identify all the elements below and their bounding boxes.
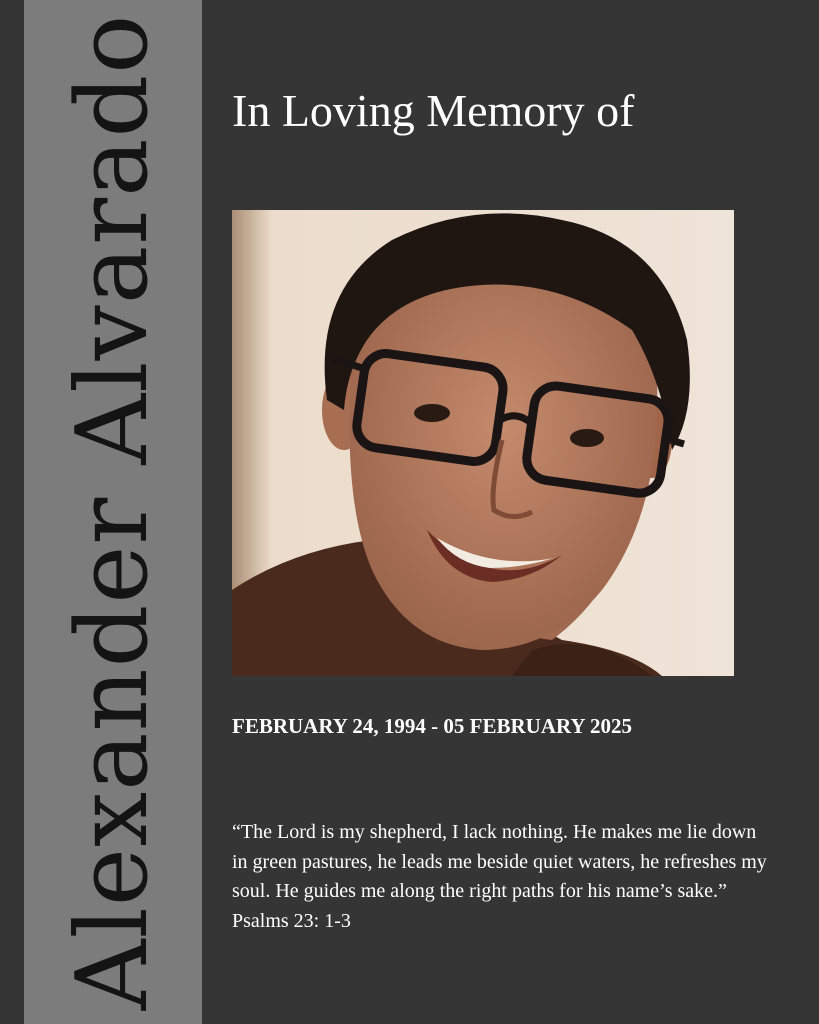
scripture-verse: “The Lord is my shepherd, I lack nothing. He makes me lie down in green pastures, he leads me beside quiet waters, he refreshes my soul. He guides me along the right paths for his name’s sake.” Psalms 23: 1-3 (232, 821, 767, 932)
portrait-photo (232, 210, 734, 676)
deceased-name: Alexander Alvarado (56, 13, 170, 1011)
name-band (24, 0, 202, 1024)
life-dates: FEBRUARY 24, 1994 - 05 FEBRUARY 2025 (232, 714, 633, 738)
memorial-heading: In Loving Memory of (232, 85, 635, 136)
